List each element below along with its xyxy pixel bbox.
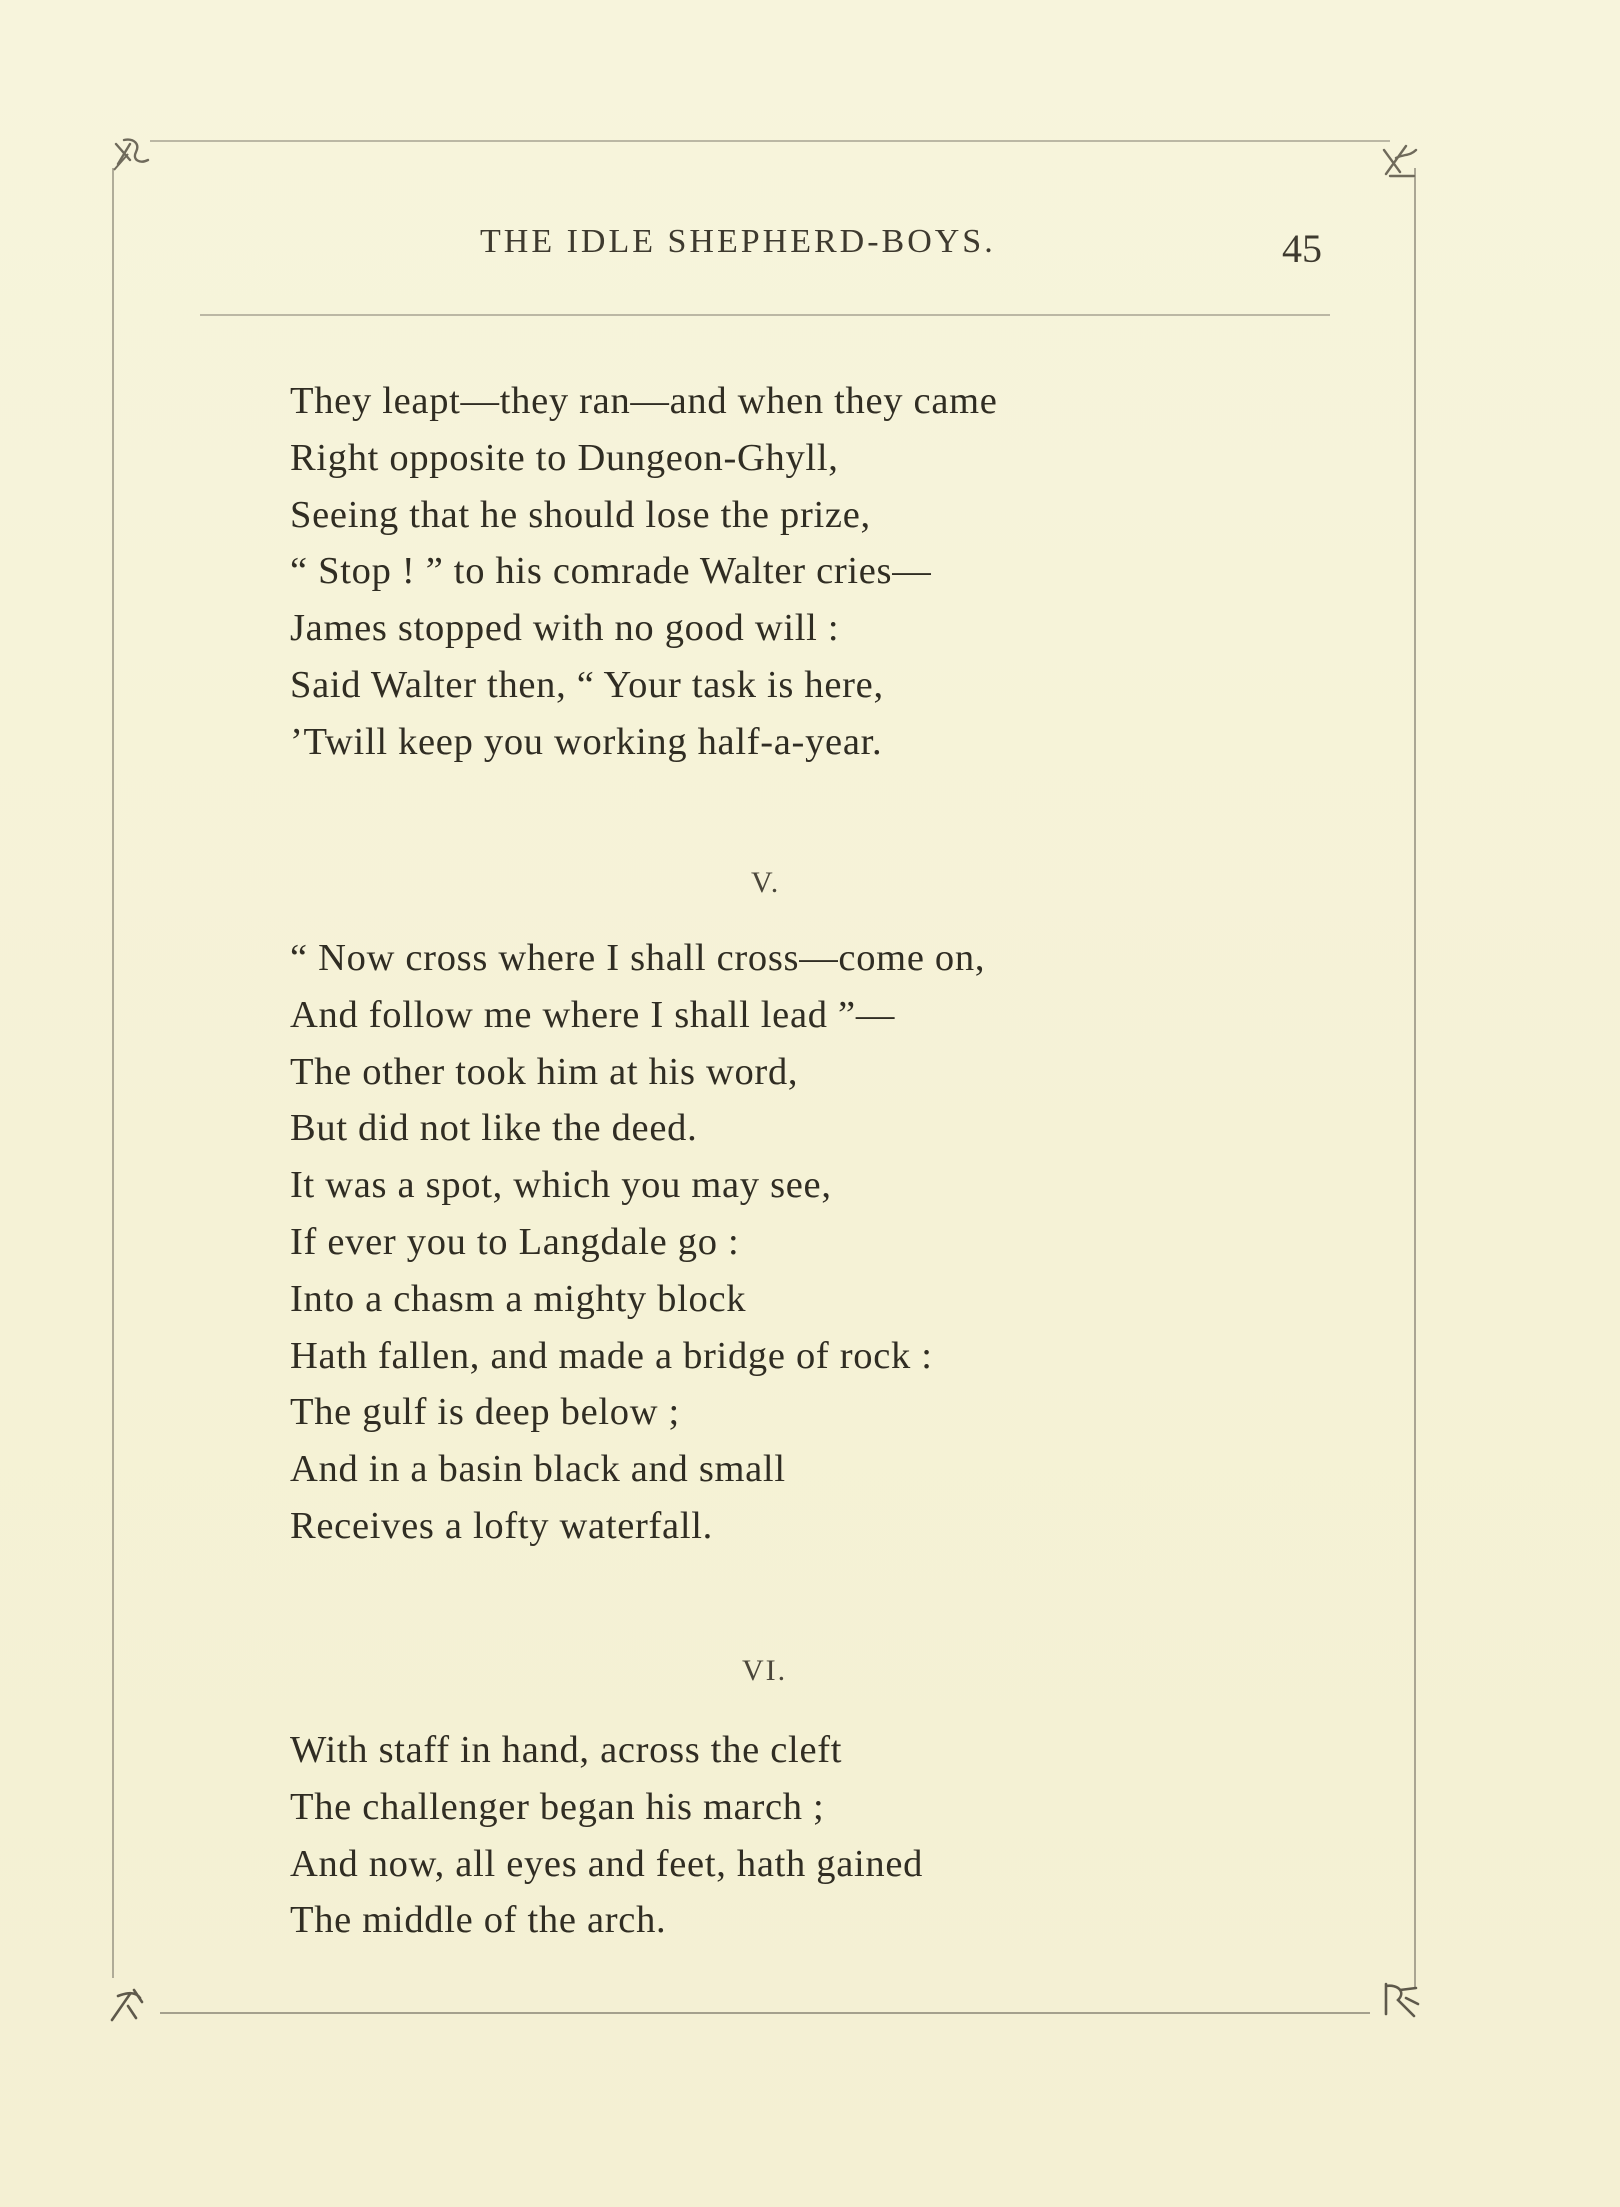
page-number: 45 (1282, 226, 1322, 271)
verse-line: And in a basin black and small (290, 1448, 786, 1491)
verse-line: And now, all eyes and feet, hath gained (290, 1842, 924, 1885)
verse-line: Receives a lofty waterfall. (290, 1504, 713, 1547)
verse-line: And follow me where I shall lead ”— (290, 993, 896, 1036)
verse-line: It was a spot, which you may see, (290, 1164, 832, 1207)
stanza-numeral: VI. (742, 1654, 788, 1687)
corner-ornament-bottom-left-icon (106, 1980, 154, 2024)
verse-line: If ever you to Langdale go : (290, 1220, 740, 1263)
verse-line: But did not like the deed. (290, 1107, 698, 1150)
verse-line: The challenger began his march ; (290, 1785, 825, 1828)
verse-line: James stopped with no good will : (290, 607, 840, 650)
stanza-vi (290, 1722, 923, 1949)
verse-line: Hath fallen, and made a bridge of rock : (290, 1334, 933, 1377)
verse-line: The gulf is deep below ; (290, 1391, 680, 1434)
verse-line: Said Walter then, “ Your task is here, (290, 663, 884, 706)
frame-right-rule (1414, 168, 1416, 1988)
verse-line: “ Stop ! ” to his comrade Walter cries— (290, 550, 932, 593)
frame-top-rule (150, 140, 1390, 142)
verse-line: Seeing that he should lose the prize, (290, 493, 871, 536)
stanza-continued (290, 373, 998, 771)
verse-line: The middle of the arch. (290, 1899, 667, 1942)
verse-line: They leapt—they ran—and when they came (290, 380, 998, 422)
verse-line: ’Twill keep you working half-a-year. (290, 720, 883, 763)
stanza-numeral: V. (751, 866, 781, 899)
corner-ornament-top-left-icon (110, 134, 158, 178)
frame-bottom-rule (160, 2012, 1370, 2014)
header-rule (200, 314, 1330, 316)
verse-line: “ Now cross where I shall cross—come on, (290, 937, 986, 979)
stanza-v (290, 930, 985, 1555)
running-title: THE IDLE SHEPHERD-BOYS. (480, 223, 996, 260)
verse-line: Right opposite to Dungeon-Ghyll, (290, 436, 839, 479)
corner-ornament-bottom-right-icon (1376, 1976, 1424, 2020)
verse-line: The other took him at his word, (290, 1050, 799, 1093)
verse-line: Into a chasm a mighty block (290, 1277, 747, 1320)
frame-left-rule (112, 168, 114, 1978)
verse-line: With staff in hand, across the cleft (290, 1729, 843, 1771)
corner-ornament-top-right-icon (1376, 138, 1424, 182)
